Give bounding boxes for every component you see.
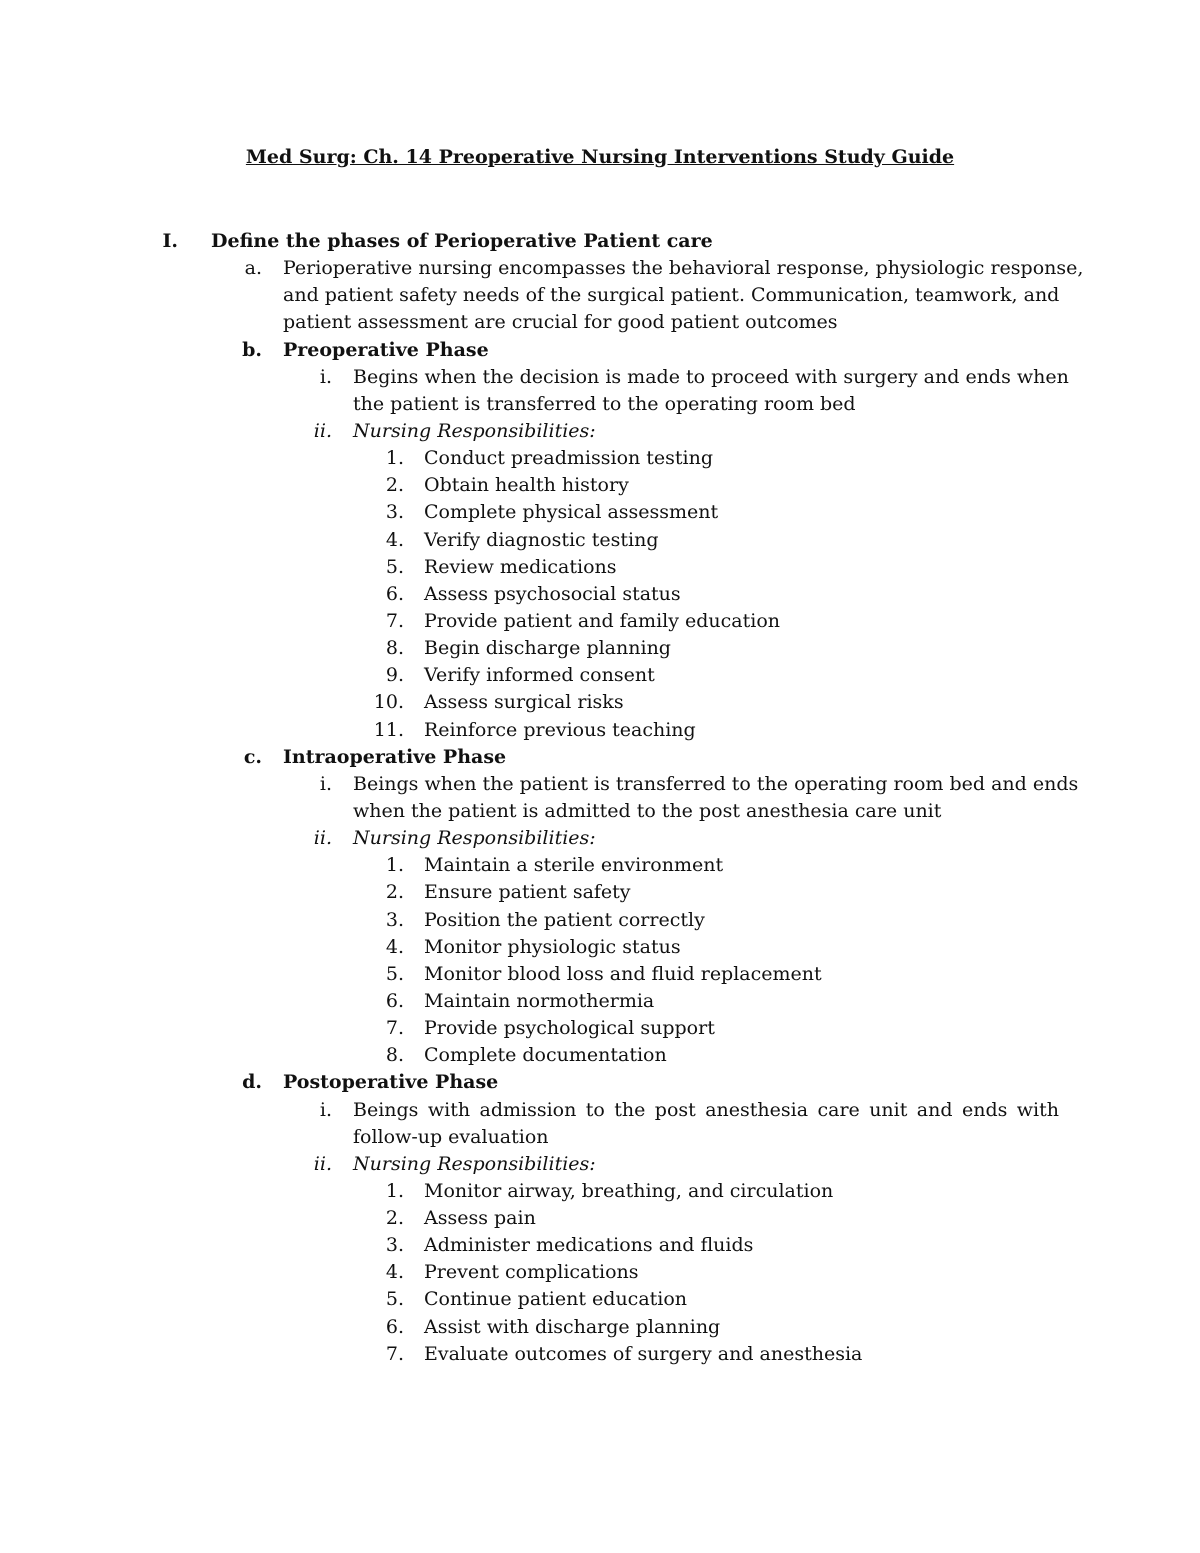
list-item-number: 2. xyxy=(385,474,404,497)
list-item xyxy=(0,499,1200,526)
list-item-text: Reinforce previous teaching xyxy=(424,718,696,741)
list-item-text: Assist with discharge planning xyxy=(424,1315,721,1338)
list-item-text: Monitor airway, breathing, and circulation xyxy=(424,1179,834,1202)
list-item-text: Conduct preadmission testing xyxy=(424,447,714,470)
section-heading-row xyxy=(0,228,1200,255)
phase-c-definition-line xyxy=(0,798,1200,825)
phase-heading-row xyxy=(0,337,1200,364)
list-item-text: Monitor physiologic status xyxy=(424,935,681,958)
phase-d-responsibilities-heading: Nursing Responsibilities: xyxy=(353,1152,596,1175)
item-a-line xyxy=(0,282,1200,309)
item-a-marker: a. xyxy=(244,257,262,280)
list-item-number: 5. xyxy=(385,555,404,578)
item-a-text-line-2: and patient safety needs of the surgical patient. Communication, teamwork, and xyxy=(283,284,1060,307)
list-item xyxy=(0,527,1200,554)
list-item-text: Complete documentation xyxy=(424,1044,667,1067)
list-item xyxy=(0,1232,1200,1259)
phase-b-definition-line-2: the patient is transferred to the operating room bed xyxy=(353,392,856,415)
list-item-number: 8. xyxy=(385,637,404,660)
phase-b-heading: Preoperative Phase xyxy=(283,338,489,361)
list-item xyxy=(0,907,1200,934)
list-item-text: Complete physical assessment xyxy=(424,501,719,524)
list-item xyxy=(0,988,1200,1015)
phase-b-i-marker: i. xyxy=(319,365,332,388)
list-item xyxy=(0,1259,1200,1286)
list-item-number: 1. xyxy=(385,854,404,877)
list-item xyxy=(0,934,1200,961)
list-item xyxy=(0,472,1200,499)
list-item xyxy=(0,445,1200,472)
list-item-number: 4. xyxy=(385,1261,404,1284)
list-item-number: 3. xyxy=(385,501,404,524)
phase-b-definition-line xyxy=(0,391,1200,418)
list-item-text: Assess psychosocial status xyxy=(424,582,681,605)
list-item xyxy=(0,717,1200,744)
list-item xyxy=(0,879,1200,906)
list-item-number: 9. xyxy=(385,664,404,687)
list-item-number: 11. xyxy=(373,718,404,741)
phase-heading-row xyxy=(0,1069,1200,1096)
list-item-text: Evaluate outcomes of surgery and anesthesia xyxy=(424,1342,863,1365)
list-item-number: 10. xyxy=(373,691,404,714)
phase-c-definition-line-2: when the patient is admitted to the post anesthesia care unit xyxy=(353,799,942,822)
list-item-number: 7. xyxy=(385,1342,404,1365)
list-item-text: Provide psychological support xyxy=(424,1017,715,1040)
list-item-number: 7. xyxy=(385,1017,404,1040)
list-item-text: Verify diagnostic testing xyxy=(424,528,659,551)
phase-c-marker: c. xyxy=(243,745,262,768)
list-item-number: 2. xyxy=(385,881,404,904)
section-marker: I. xyxy=(162,230,178,252)
list-item xyxy=(0,554,1200,581)
outline xyxy=(0,228,1200,1368)
list-item-number: 6. xyxy=(385,582,404,605)
phase-c-ii-marker: ii. xyxy=(313,827,332,850)
phase-d-definition-line xyxy=(0,1124,1200,1151)
list-item xyxy=(0,961,1200,988)
list-item xyxy=(0,1286,1200,1313)
list-item-text: Ensure patient safety xyxy=(424,881,631,904)
list-item-number: 7. xyxy=(385,609,404,632)
phase-b-responsibilities-list xyxy=(0,445,1200,744)
phase-heading-row xyxy=(0,744,1200,771)
list-item-number: 1. xyxy=(385,447,404,470)
list-item-number: 1. xyxy=(385,1179,404,1202)
phase-c-responsibilities-list xyxy=(0,852,1200,1069)
list-item-text: Maintain a sterile environment xyxy=(424,854,724,877)
list-item xyxy=(0,1015,1200,1042)
list-item xyxy=(0,581,1200,608)
list-item-text: Begin discharge planning xyxy=(424,637,671,660)
phase-b-ii-marker: ii. xyxy=(313,419,332,442)
list-item xyxy=(0,1314,1200,1341)
phase-d-i-marker: i. xyxy=(319,1098,332,1121)
phase-d-responsibilities-list xyxy=(0,1178,1200,1368)
list-item-number: 3. xyxy=(385,1234,404,1257)
section-heading: Define the phases of Perioperative Patient care xyxy=(211,230,713,252)
item-a-text-line-1: Perioperative nursing encompasses the behavioral response, physiologic response, xyxy=(283,257,1084,280)
phase-d-definition-line xyxy=(0,1097,1200,1124)
list-item xyxy=(0,608,1200,635)
item-a-line xyxy=(0,309,1200,336)
list-item xyxy=(0,1178,1200,1205)
document-title: Med Surg: Ch. 14 Preoperative Nursing Interventions Study Guide xyxy=(245,146,955,168)
item-a-text-line-3: patient assessment are crucial for good patient outcomes xyxy=(283,311,838,334)
phase-d-definition-line-1: Beings with admission to the post anesthesia care unit and ends with xyxy=(353,1098,1059,1121)
list-item-text: Administer medications and fluids xyxy=(424,1234,754,1257)
list-item-number: 6. xyxy=(385,989,404,1012)
list-item-text: Review medications xyxy=(424,555,617,578)
item-a-line xyxy=(0,255,1200,282)
list-item xyxy=(0,1341,1200,1368)
phase-c-heading: Intraoperative Phase xyxy=(283,745,507,768)
list-item-text: Position the patient correctly xyxy=(424,908,705,931)
phase-d-definition-line-2: follow-up evaluation xyxy=(353,1125,549,1148)
list-item xyxy=(0,1042,1200,1069)
list-item-number: 4. xyxy=(385,935,404,958)
phase-c-i-marker: i. xyxy=(319,772,332,795)
phase-c-definition-line-1: Beings when the patient is transferred to the operating room bed and ends xyxy=(353,772,1079,795)
phase-d-ii-marker: ii. xyxy=(313,1152,332,1175)
list-item-text: Monitor blood loss and fluid replacement xyxy=(424,962,822,985)
list-item-number: 4. xyxy=(385,528,404,551)
list-item xyxy=(0,1205,1200,1232)
list-item-number: 6. xyxy=(385,1315,404,1338)
list-item-number: 5. xyxy=(385,1288,404,1311)
phase-b-responsibilities-heading: Nursing Responsibilities: xyxy=(353,419,596,442)
list-item-number: 8. xyxy=(385,1044,404,1067)
phase-d-marker: d. xyxy=(242,1071,262,1094)
list-item xyxy=(0,852,1200,879)
phase-b-definition-line xyxy=(0,364,1200,391)
list-item-text: Assess pain xyxy=(424,1207,536,1230)
list-item-text: Provide patient and family education xyxy=(424,609,780,632)
phase-b-marker: b. xyxy=(242,338,262,361)
phase-c-definition-line xyxy=(0,771,1200,798)
phase-c-responsibilities-heading: Nursing Responsibilities: xyxy=(353,827,596,850)
phase-c-responsibilities-row xyxy=(0,825,1200,852)
list-item xyxy=(0,635,1200,662)
list-item-text: Prevent complications xyxy=(424,1261,639,1284)
phase-d-responsibilities-row xyxy=(0,1151,1200,1178)
list-item-text: Assess surgical risks xyxy=(424,691,624,714)
list-item-number: 5. xyxy=(385,962,404,985)
phase-d-heading: Postoperative Phase xyxy=(283,1071,499,1094)
list-item-text: Maintain normothermia xyxy=(424,989,655,1012)
list-item-text: Obtain health history xyxy=(424,474,629,497)
list-item xyxy=(0,689,1200,716)
list-item-number: 3. xyxy=(385,908,404,931)
phase-b-responsibilities-row xyxy=(0,418,1200,445)
phase-b-definition-line-1: Begins when the decision is made to proceed with surgery and ends when xyxy=(353,365,1069,388)
list-item-text: Verify informed consent xyxy=(424,664,655,687)
list-item-number: 2. xyxy=(385,1207,404,1230)
list-item-text: Continue patient education xyxy=(424,1288,688,1311)
list-item xyxy=(0,662,1200,689)
